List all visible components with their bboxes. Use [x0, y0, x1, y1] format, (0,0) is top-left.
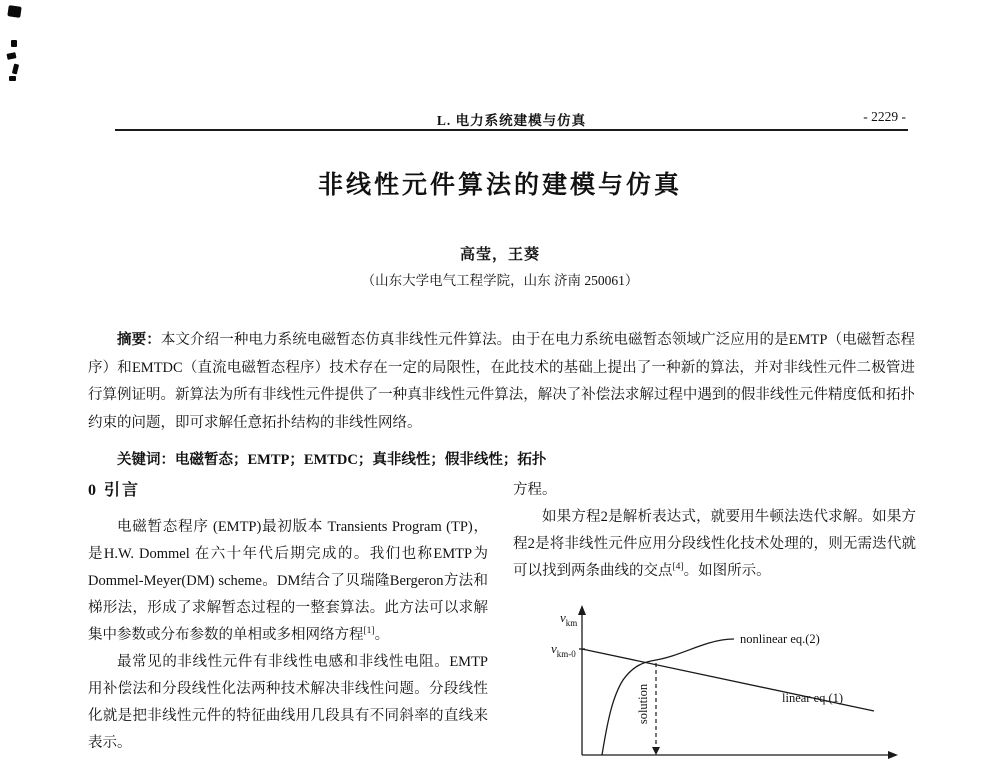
header-divider — [115, 129, 908, 131]
paragraph — [88, 649, 488, 757]
citation-ref-4: [4] — [672, 562, 684, 573]
y-axis-label: $v_{km}$ — [560, 610, 578, 628]
left-column — [88, 477, 488, 757]
header-section-title: L. 电力系统建模与仿真 — [436, 113, 587, 128]
running-header — [115, 109, 908, 129]
y-intercept-label: $v_{km-0}$ — [551, 641, 576, 659]
abstract-label: 摘要： — [117, 332, 161, 348]
section-heading-introduction: 0 引言 — [88, 482, 141, 499]
paragraph-continuation: 方程。 — [513, 482, 557, 498]
solution-label: solution — [636, 683, 650, 725]
solution-arrow-icon — [652, 747, 660, 755]
scan-artifact — [11, 40, 17, 47]
authors: 高莹，王葵 — [459, 247, 540, 263]
y-axis-arrow-icon — [578, 605, 586, 615]
paragraph — [513, 504, 916, 585]
linear-label: linear eq.(1) — [782, 691, 844, 705]
x-axis-arrow-icon — [888, 751, 898, 759]
paragraph-text: 。如图所示。 — [683, 563, 771, 579]
figure-compensation-method — [550, 592, 910, 760]
figure-canvas — [550, 592, 910, 760]
keywords-text: 电磁暂态；EMTP；EMTDC；真非线性；假非线性；拓扑 — [175, 452, 547, 468]
keywords-label: 关键词： — [117, 452, 175, 468]
paragraph-text: 电磁暂态程序 (EMTP)最初版本 Transients Program (TP)，是H.W. Dommel 在六十年代后期完成的。我们也称EMTP为Dommel-Meyer(DM) scheme。DM结合了贝瑞隆Bergeron方法和梯形法，形成了求解暂态过程的一整套算法。此方法可以求解集中参数或分布参数的单相或多相网络方程 — [88, 519, 488, 643]
paragraph-text: 如果方程2是解析表达式，就要用牛顿法迭代求解。如果方程2是将非线性元件应用分段线性化技术处理的，则无需迭代就可以找到两条曲线的交点 — [513, 509, 916, 579]
abstract-text: 本文介绍一种电力系统电磁暂态仿真非线性元件算法。由于在电力系统电磁暂态领域广泛应用的是EMTP（电磁暂态程序）和EMTDC（直流电磁暂态程序）技术存在一定的局限性，在此技术的基础上提出了一种新的算法，并对非线性元件二极管进行算例证明。新算法为所有非线性元件提供了一种真非线性元件算法，解决了补偿法求解过程中遇到的假非线性元件精度低和拓扑约束的问题，即可求解任意拓扑结构的非线性网络。 — [88, 332, 916, 431]
paper-title: 非线性元件算法的建模与仿真 — [317, 172, 682, 199]
scan-artifact — [12, 64, 19, 75]
scan-artifact — [6, 52, 16, 60]
affiliation: （山东大学电气工程学院，山东 济南 250061） — [361, 273, 639, 288]
paragraph — [88, 514, 488, 649]
nonlinear-label: nonlinear eq.(2) — [740, 632, 820, 646]
abstract — [88, 327, 915, 437]
nonlinear-curve — [602, 639, 734, 755]
scan-artifact — [9, 76, 16, 81]
right-column — [513, 477, 916, 585]
paragraph-text: 。 — [374, 627, 390, 643]
paragraph-text: 最常见的非线性元件有非线性电感和非线性电阻。EMTP用补偿法和分段线性化法两种技术解决非线性问题。分段线性化就是把非线性元件的特征曲线用几段具有不同 — [88, 654, 488, 724]
clipped-line: 斜率的直线来表示。 — [88, 708, 489, 751]
scan-artifact — [7, 5, 21, 18]
keywords — [88, 448, 915, 469]
page-number: - 2229 - — [863, 109, 906, 124]
citation-ref-1: [1] — [363, 626, 375, 637]
